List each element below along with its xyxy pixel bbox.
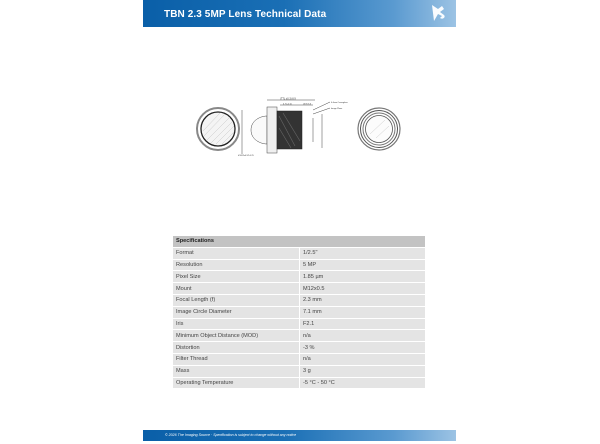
spec-value: 3 g	[299, 366, 425, 378]
footer-copyright: © 2026 The Imaging Source · Specification is subject to change without any notice	[165, 433, 297, 437]
table-row	[173, 271, 425, 283]
spec-value: F2.1	[299, 319, 425, 331]
spec-label: Iris	[173, 319, 299, 331]
spec-label: Focal Length (f)	[173, 295, 299, 307]
table-row	[173, 354, 425, 366]
svg-text:Ø M12x0.5P-6.25: Ø M12x0.5P-6.25	[238, 155, 254, 157]
spec-value: 2.3 mm	[299, 295, 425, 307]
table-row	[173, 330, 425, 342]
spec-label: Operating Temperature	[173, 378, 299, 390]
spec-value: n/a	[299, 330, 425, 342]
page-footer	[143, 430, 456, 441]
table-row	[173, 283, 425, 295]
lens-technical-drawing	[195, 96, 410, 166]
table-row	[173, 378, 425, 390]
table-row	[173, 260, 425, 272]
spec-value: n/a	[299, 354, 425, 366]
spec-label: Filter Thread	[173, 354, 299, 366]
spec-label: Resolution	[173, 260, 299, 272]
specifications-header: Specifications	[173, 236, 425, 248]
spec-value: 5 MP	[299, 260, 425, 272]
rear-view	[358, 108, 400, 150]
spec-value: M12x0.5	[299, 283, 425, 295]
table-row	[173, 366, 425, 378]
table-row	[173, 248, 425, 260]
spec-value: -5 °C - 50 °C	[299, 378, 425, 390]
spec-label: Mass	[173, 366, 299, 378]
specifications-table	[173, 236, 425, 389]
page-title: TBN 2.3 5MP Lens Technical Data	[164, 9, 327, 20]
side-view	[238, 98, 348, 158]
svg-text:4.7(+0.2): 4.7(+0.2)	[283, 103, 292, 106]
spec-label: Format	[173, 248, 299, 260]
spec-label: Mount	[173, 283, 299, 295]
table-row	[173, 295, 425, 307]
spec-value: 1.85 µm	[299, 271, 425, 283]
spec-value: 7.1 mm	[299, 307, 425, 319]
the-imaging-source-logo-icon	[428, 3, 448, 23]
spec-label: Distortion	[173, 342, 299, 354]
svg-text:(TTL ±0.3) 8.9: (TTL ±0.3) 8.9	[280, 97, 296, 101]
spec-value: -3 %	[299, 342, 425, 354]
spec-label: Minimum Object Distance (MOD)	[173, 330, 299, 342]
table-row	[173, 319, 425, 331]
spec-value: 1/2.5"	[299, 248, 425, 260]
page-header	[143, 0, 456, 27]
table-row	[173, 307, 425, 319]
front-view	[197, 108, 239, 150]
svg-text:0.4mm Coverglass: 0.4mm Coverglass	[331, 102, 348, 104]
spec-label: Pixel Size	[173, 271, 299, 283]
spec-label: Image Circle Diameter	[173, 307, 299, 319]
svg-text:Image Plane: Image Plane	[331, 108, 343, 110]
svg-text:(3.9) 5.5: (3.9) 5.5	[303, 103, 312, 106]
table-row	[173, 342, 425, 354]
